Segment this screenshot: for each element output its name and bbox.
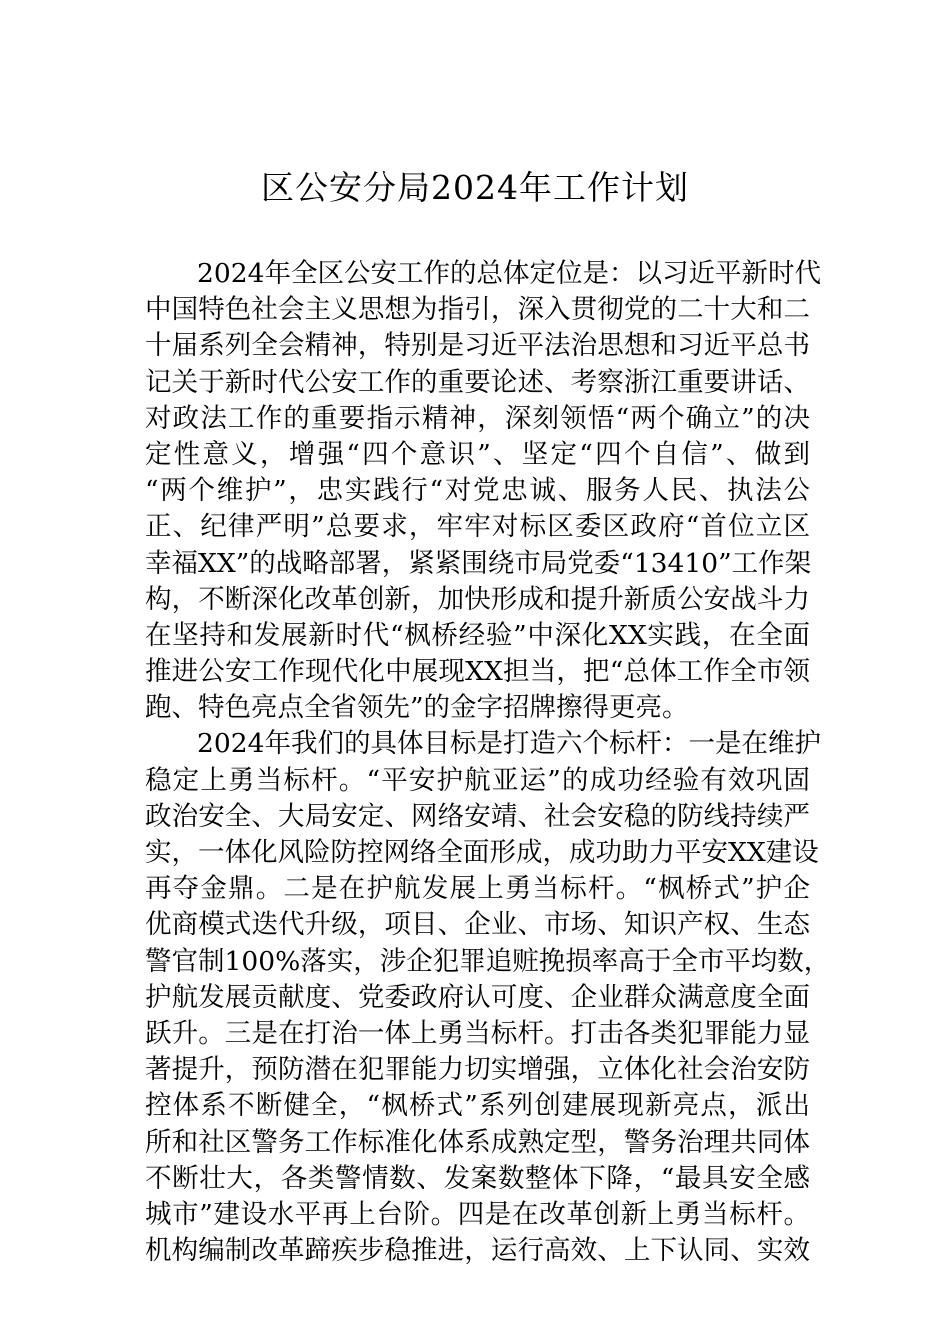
- paragraph-line: 幸福XX”的战略部署，紧紧围绕市局党委“13410”工作架: [145, 547, 812, 579]
- paragraph-line: 机构编制改革蹄疾步稳推进，运行高效、上下认同、实效: [145, 1235, 810, 1267]
- paragraph-line: 构，不断深化改革创新，加快形成和提升新质公安战斗力: [145, 583, 810, 615]
- paragraph-line: 推进公安工作现代化中展现XX担当，把“总体工作全市领: [145, 656, 810, 688]
- paragraph-line: “两个维护”，忠实践行“对党忠诚、服务人民、执法公: [145, 475, 810, 507]
- paragraph-line: 政治安全、大局安定、网络安靖、社会安稳的防线持续严: [145, 800, 810, 832]
- paragraph-line: 对政法工作的重要指示精神，深刻领悟“两个确立”的决: [145, 402, 810, 434]
- paragraph-line: 优商模式迭代升级，项目、企业、市场、知识产权、生态: [145, 909, 810, 941]
- paragraph-line: 在坚持和发展新时代“枫桥经验”中深化XX实践，在全面: [145, 619, 810, 651]
- paragraph-line: 跃升。三是在打治一体上勇当标杆。打击各类犯罪能力显: [145, 1017, 810, 1049]
- paragraph-line: 2024年全区公安工作的总体定位是：以习近平新时代: [197, 258, 821, 289]
- paragraph-line: 实，一体化风险防控网络全面形成，成功助力平安XX建设: [145, 837, 819, 868]
- paragraph-line: 定性意义，增强“四个意识”、坚定“四个自信”、做到: [145, 438, 810, 470]
- paragraph-line: 跑、特色亮点全省领先”的金字招牌擦得更亮。: [145, 692, 689, 724]
- paragraph-line: 中国特色社会主义思想为指引，深入贯彻党的二十大和二: [145, 294, 810, 326]
- paragraph-line: 十届系列全会精神，特别是习近平法治思想和习近平总书: [145, 330, 810, 362]
- paragraph-line: 护航发展贡献度、党委政府认可度、企业群众满意度全面: [145, 981, 810, 1013]
- paragraph-line: 不断壮大，各类警情数、发案数整体下降，“最具安全感: [145, 1162, 810, 1194]
- paragraph-line: 城市”建设水平再上台阶。四是在改革创新上勇当标杆。: [145, 1198, 810, 1230]
- paragraph-line: 著提升，预防潜在犯罪能力切实增强，立体化社会治安防: [145, 1054, 810, 1086]
- paragraph-line: 警官制100%落实，涉企犯罪追赃挽损率高于全市平均数，: [145, 945, 831, 977]
- paragraph-line: 控体系不断健全，“枫桥式”系列创建展现新亮点，派出: [145, 1090, 810, 1122]
- paragraph-line: 正、纪律严明”总要求，牢牢对标区委区政府“首位立区: [145, 511, 810, 543]
- paragraph-line: 所和社区警务工作标准化体系成熟定型，警务治理共同体: [145, 1126, 810, 1158]
- paragraph-line: 2024年我们的具体目标是打造六个标杆：一是在维护: [197, 728, 821, 760]
- paragraph-line: 再夺金鼎。二是在护航发展上勇当标杆。“枫桥式”护企: [145, 873, 810, 905]
- document-body: [145, 256, 831, 1269]
- paragraph-line: 记关于新时代公安工作的重要论述、考察浙江重要讲话、: [145, 366, 810, 398]
- document-title: 区公安分局2024年工作计划: [261, 168, 689, 207]
- paragraph-line: 稳定上勇当标杆。“平安护航亚运”的成功经验有效巩固: [145, 764, 810, 796]
